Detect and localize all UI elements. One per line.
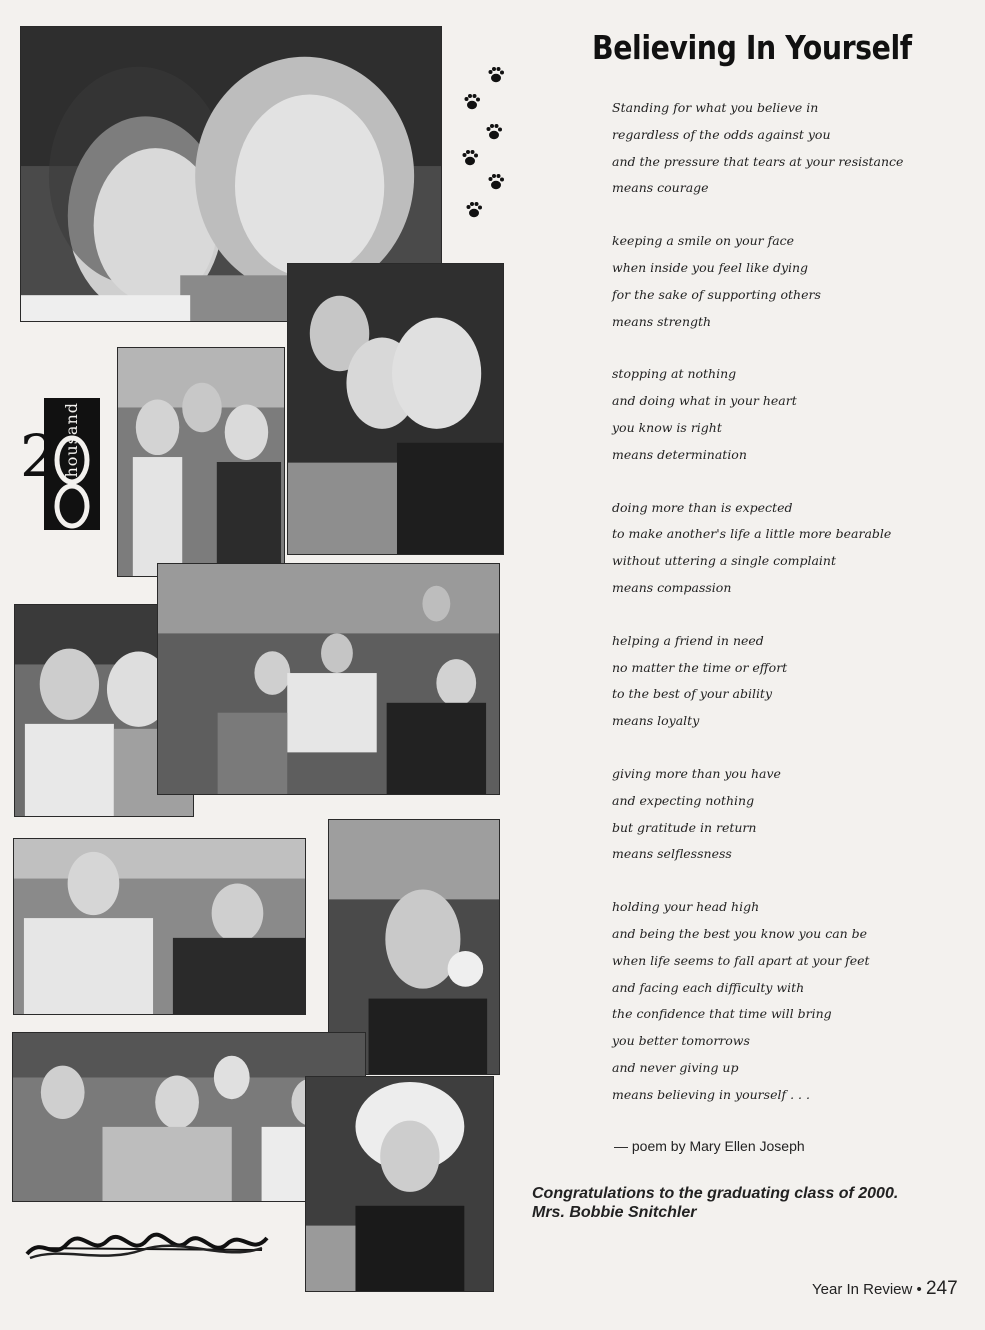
poem-line: and the pressure that tears at your resistance [612, 153, 904, 169]
poem-line: but gratitude in return [612, 819, 757, 835]
poem-line: and facing each difficulty with [612, 979, 805, 995]
poem-line: and doing what in your heart [612, 393, 797, 409]
page-footer [812, 1278, 958, 1300]
page-title: Believing In Yourself [592, 28, 912, 67]
poem-line: helping a friend in need [612, 632, 764, 648]
poem-line: when inside you feel like dying [612, 259, 809, 275]
poem-line: stopping at nothing [612, 366, 737, 382]
poem-line: means believing in yourself . . . [612, 1086, 810, 1102]
poem-line: means determination [612, 446, 747, 462]
poem-line: and expecting nothing [612, 792, 755, 808]
photo-three-students-close [287, 263, 504, 555]
poem-line: means compassion [612, 579, 732, 595]
paw-print-icon [489, 174, 505, 189]
paw-print-icon [489, 67, 505, 82]
poem-line: you know is right [612, 419, 722, 435]
poem-line: and being the best you know you can be [612, 925, 868, 941]
thousand-2000-logo [18, 398, 100, 530]
poem-line: keeping a smile on your face [612, 233, 795, 249]
poem-stanza [612, 361, 942, 468]
poem-line: doing more than is expected [612, 499, 793, 515]
poem-stanza [612, 228, 942, 335]
poem [612, 95, 942, 1135]
photo-three-students-with-books [117, 347, 285, 577]
poem-line: no matter the time or effort [612, 659, 788, 675]
paw-print-icon [465, 94, 481, 109]
poem-stanza [612, 95, 942, 202]
poem-stanza [612, 894, 942, 1108]
poem-line: when life seems to fall apart at your feet [612, 952, 870, 968]
poem-line: giving more than you have [612, 765, 781, 781]
poem-line: holding your head high [612, 899, 760, 915]
photo-two-boys-at-desks [13, 838, 306, 1015]
poem-line: means selflessness [612, 846, 732, 862]
poem-line: to the best of your ability [612, 686, 773, 702]
paw-print-icon [463, 150, 479, 165]
scribble-decoration [22, 1226, 272, 1266]
photo-person-in-costume-wig [305, 1076, 494, 1292]
poem-stanza [612, 495, 942, 602]
poem-line: you better tomorrows [612, 1033, 750, 1049]
svg-text:2: 2 [20, 422, 57, 490]
poem-attribution: — poem by Mary Ellen Joseph [614, 1138, 805, 1154]
paw-prints-decoration [458, 60, 508, 230]
poem-line: regardless of the odds against you [612, 126, 831, 142]
footer-bullet: • [916, 1281, 922, 1298]
poem-line: Standing for what you believe in [612, 100, 819, 115]
poem-line: to make another's life a little more bearable [612, 526, 892, 542]
poem-line: without uttering a single complaint [612, 553, 836, 569]
poem-line: means strength [612, 313, 712, 329]
logo-word-thousand: thousand [62, 402, 81, 485]
page-number: 247 [925, 1278, 958, 1299]
poem-line: and never giving up [612, 1059, 739, 1075]
poem-line: means courage [612, 180, 709, 196]
poem-stanza [612, 628, 942, 735]
poem-line: for the sake of supporting others [612, 286, 821, 302]
poem-line: means loyalty [612, 713, 700, 729]
congratulations-message [532, 1184, 972, 1222]
congratulations-line: Congratulations to the graduating class of 2000. [532, 1185, 899, 1202]
poem-line: the confidence that time will bring [612, 1006, 832, 1022]
paw-print-icon [487, 124, 503, 139]
congratulations-signature: Mrs. Bobbie Snitchler [532, 1204, 697, 1221]
footer-section: Year In Review [812, 1281, 913, 1298]
photo-classroom-group [157, 563, 500, 795]
paw-print-icon [467, 202, 483, 217]
poem-stanza [612, 761, 942, 868]
